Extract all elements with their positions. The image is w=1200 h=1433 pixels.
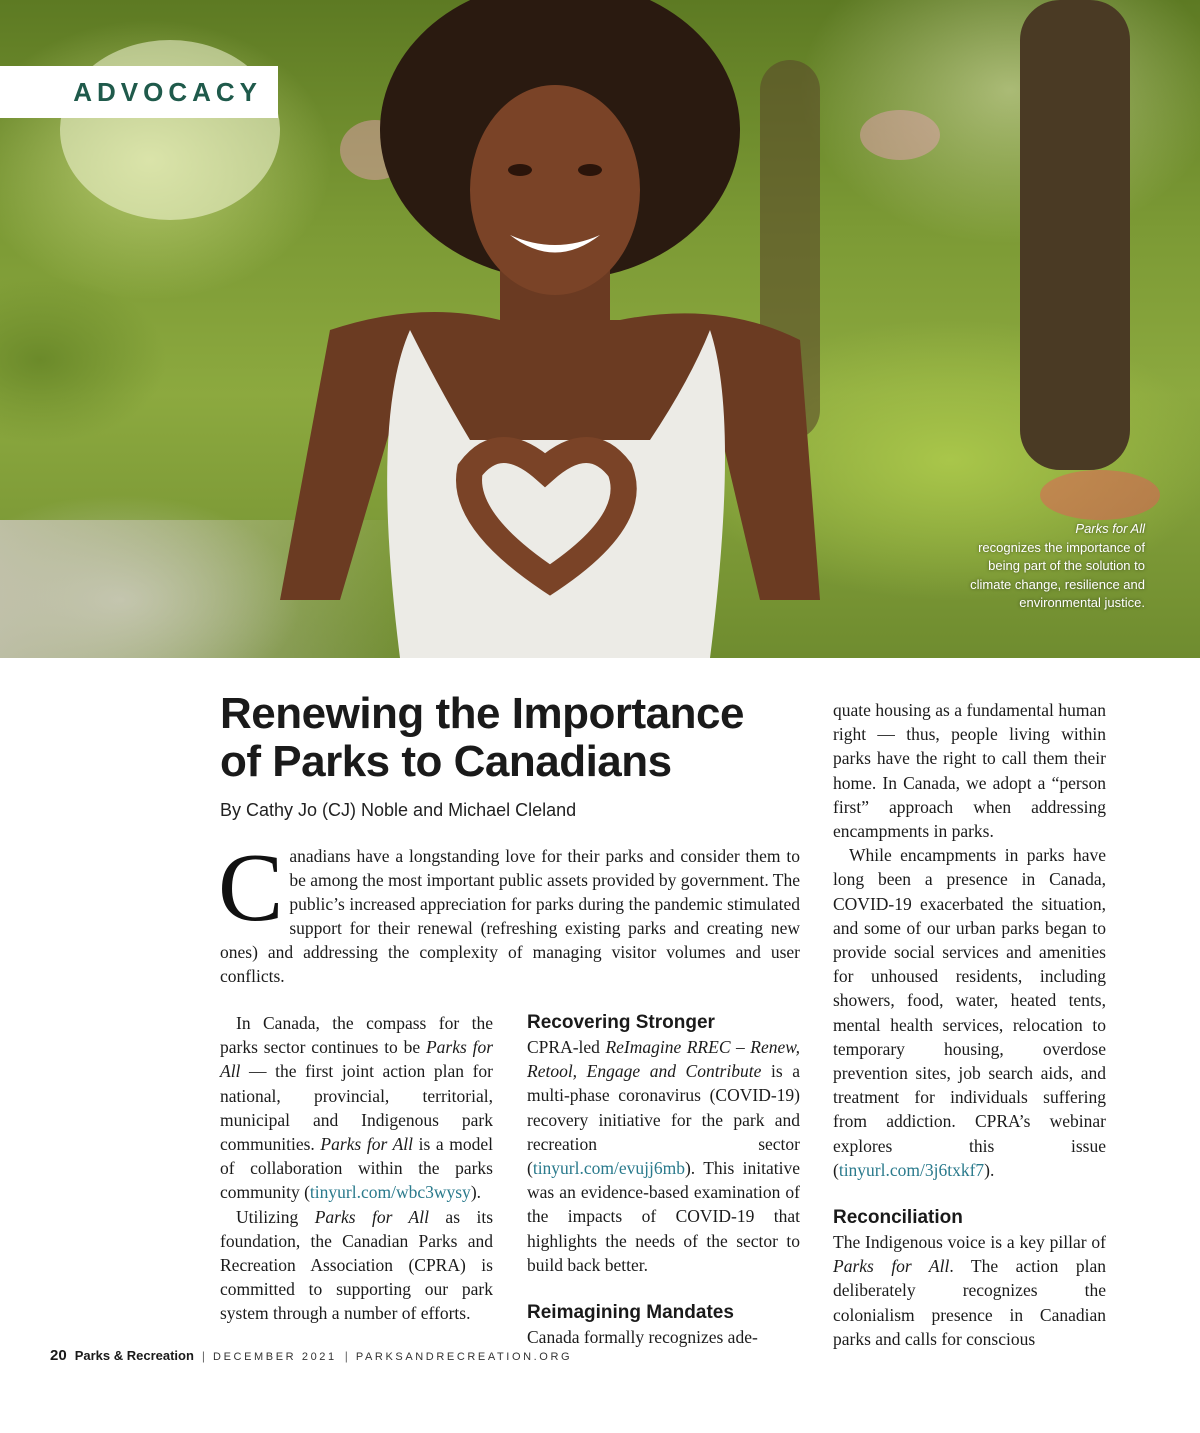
caption-italic: Parks for All xyxy=(1075,521,1145,536)
footer-separator: | xyxy=(201,1349,206,1363)
column-1 xyxy=(220,1011,493,1326)
photo-caption xyxy=(965,520,1145,613)
website-url[interactable]: PARKSANDRECREATION.ORG xyxy=(355,1351,573,1363)
footer-separator: | xyxy=(344,1349,348,1363)
issue-date: DECEMBER 2021 xyxy=(213,1351,337,1363)
link-wbc3wysy[interactable]: tinyurl.com/wbc3wysy xyxy=(309,1182,471,1203)
body-paragraph: In Canada, the compass for the parks sector continues to be Parks for All — the first joint action plan for national, provincial, territorial, municipal and Indigenous park communities. Parks for All is a model of collaboration within the parks community (tinyurl.com/wbc3wysy). xyxy=(220,1013,494,1203)
body-paragraph: The Indigenous voice is a key pillar of Parks for All. The action plan deliberately recognizes the colonialism presence in Canadian parks and calls for conscious xyxy=(833,1232,1106,1349)
drop-cap: C xyxy=(218,834,284,942)
title-line-2: of Parks to Canadians xyxy=(220,737,672,786)
page-number: 20 xyxy=(50,1347,67,1364)
lede-text: anadians have a longstanding love for their parks and consider them to be among the most important public assets provided by government. The public’s increased appreciation for parks during the pandemic stimulated support for their renewal (refreshing existing parks and creating new ones) and addressing the complexity of managing visitor volumes and user conflicts. xyxy=(220,846,800,986)
link-evujj6mb[interactable]: tinyurl.com/evujj6mb xyxy=(532,1158,685,1179)
subhead-reimagining-mandates: Reimagining Mandates xyxy=(527,1302,734,1324)
body-paragraph: Canada formally recognizes ade- xyxy=(527,1327,758,1348)
subhead-reconciliation: Reconciliation xyxy=(833,1207,963,1229)
byline: By Cathy Jo (CJ) Noble and Michael Cleland xyxy=(220,800,577,820)
section-tag: ADVOCACY xyxy=(0,66,278,118)
lede-paragraph xyxy=(218,834,800,988)
column-3 xyxy=(833,698,1106,1351)
caption-text: recognizes the importance of being part of the solution to climate change, resilience and environmental justice. xyxy=(970,539,1145,610)
body-paragraph: CPRA-led ReImagine RREC – Renew, Retool, Engage and Contribute is a multi-phase coronavirus (COVID-19) recovery initiative for the park and recreation sector (tinyurl.com/evujj6mb). This initative was an evidence-based examination of the impacts of COVID-19 that highlights the needs of the sector to build back better. xyxy=(527,1037,800,1275)
article-title xyxy=(220,690,800,786)
magazine-name: Parks & Recreation xyxy=(74,1348,194,1363)
column-2 xyxy=(527,1011,800,1349)
body-paragraph: quate housing as a fundamental human right — thus, people living within parks have the right to call them their home. In Canada, we adopt a “person first” approach when addressing encampments in parks. xyxy=(833,700,1106,842)
body-paragraph: While encampments in parks have long been a presence in Canada, COVID-19 exacerbated the situation, and some of our urban parks began to provide social services and amenities for unhoused residents, including showers, food, water, heated tents, mental health services, relocation to temporary housing, overdose prevention sites, job search aids, and treatment for individuals suffering from addiction. CPRA’s webinar explores this issue (tinyurl.com/3j6txkf7). xyxy=(833,845,1106,1180)
body-paragraph: Utilizing Parks for All as its foundation, the Canadian Parks and Recreation Association (CPRA) is committed to supporting our park system through a number of efforts. xyxy=(220,1206,493,1324)
link-3j6txkf7[interactable]: tinyurl.com/3j6txkf7 xyxy=(838,1159,985,1180)
page-footer xyxy=(50,1347,572,1364)
subhead-recovering-stronger: Recovering Stronger xyxy=(527,1012,715,1033)
title-line-1: Renewing the Importance xyxy=(220,689,744,738)
hero-photo xyxy=(0,0,1200,658)
